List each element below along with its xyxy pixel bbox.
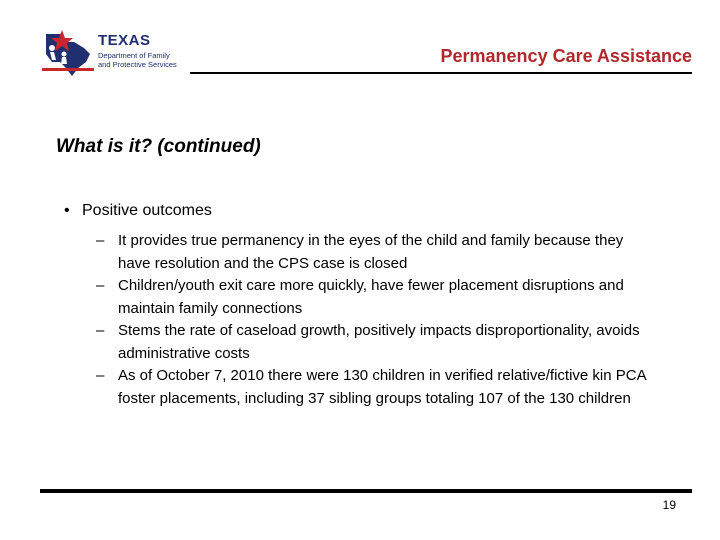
dash-symbol: – (96, 367, 105, 384)
dash-symbol: – (96, 277, 105, 294)
subpoint-item (96, 320, 656, 365)
logo-title: TEXAS (98, 32, 151, 49)
header-title: Permanency Care Assistance (440, 46, 692, 66)
subpoint-item (96, 365, 656, 410)
subpoint-item (96, 230, 656, 275)
subpoint-item (96, 275, 656, 320)
texas-map-icon (40, 28, 98, 78)
logo-subtitle (98, 52, 190, 69)
bullet-symbol: • (64, 202, 70, 219)
subpoint-text: As of October 7, 2010 there were 130 children in verified relative/fictive kin PCA foster placements, including 37 sibling groups totaling 107 of the 130 children (118, 367, 646, 407)
bullet-text: Positive outcomes (82, 202, 212, 219)
logo-subtitle-line-1: Department of Family (98, 51, 170, 60)
subpoint-list (96, 230, 656, 410)
subpoint-text: It provides true permanency in the eyes of the child and family because they have resolution and the CPS case is closed (118, 232, 624, 272)
dash-symbol: – (96, 232, 105, 249)
page-number: 19 (662, 498, 676, 512)
subpoint-text: Stems the rate of caseload growth, positively impacts disproportionality, avoids administrative costs (118, 322, 640, 362)
subpoint-text: Children/youth exit care more quickly, have fewer placement disruptions and maintain family connections (118, 277, 624, 317)
footer-divider (40, 489, 692, 493)
bullet-item (64, 202, 212, 220)
dfps-logo (40, 28, 190, 78)
header-divider (190, 72, 692, 74)
slide-heading: What is it? (continued) (56, 136, 261, 157)
dash-symbol: – (96, 322, 105, 339)
logo-subtitle-line-2: and Protective Services (98, 59, 177, 69)
